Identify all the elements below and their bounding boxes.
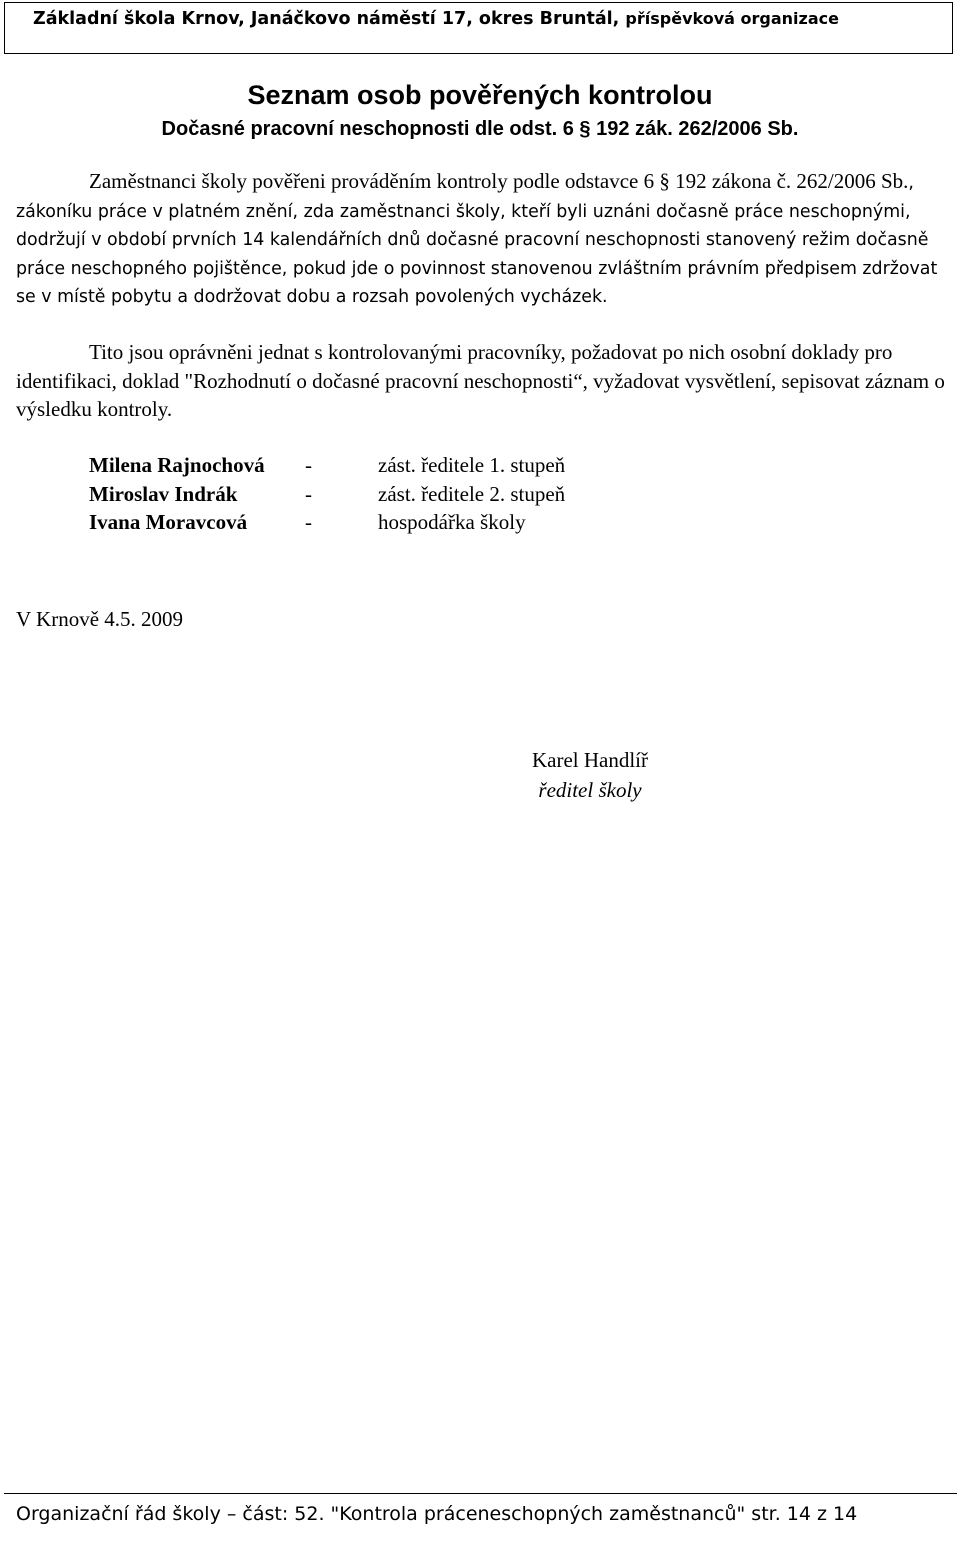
- staff-dash: -: [305, 510, 312, 534]
- staff-dash: -: [305, 453, 312, 477]
- page-footer: [4, 1493, 957, 1560]
- staff-role: zást. ředitele 1. stupeň: [378, 453, 566, 477]
- staff-role: zást. ředitele 2. stupeň: [378, 481, 566, 506]
- document-subtitle: Dočasné pracovní neschopnosti dle odst. 6 § 192 zák. 262/2006 Sb.: [161, 118, 799, 140]
- paragraph-authority: [16, 338, 951, 424]
- paragraph-scope-part1: Zaměstnanci školy pověřeni prováděním kontroly podle odstavce 6 § 192 zákona č. 262/2006 Sb.: [89, 169, 909, 193]
- staff-name: Ivana Moravcová: [89, 510, 248, 534]
- paragraph-scope-part2: , zákoníku práce v platném znění, zda zaměstnanci školy, kteří byli uznáni dočasně práce neschopnými, dodržují v období prvních 14 kalendářních dnů dočasné pracovní neschopnosti stanovený režim dočasně práce neschopného pojištěnce, pokud jde o povinnost stanovenou zvláštním právním předpisem zdržovat se v místě pobytu a dodržovat dobu a rozsah povolených vycházek.: [16, 173, 938, 307]
- header-org-type: příspěvková organizace: [625, 9, 839, 28]
- footer-text: Organizační řád školy – část: 52. "Kontrola práceneschopných zaměstnanců" str. 14 z 14: [16, 1503, 858, 1525]
- staff-name: Milena Rajnochová: [89, 453, 265, 477]
- document-title: Seznam osob pověřených kontrolou: [247, 80, 713, 110]
- staff-dash: -: [305, 481, 312, 506]
- signatory-name: Karel Handlíř: [531, 748, 649, 772]
- staff-name: Miroslav Indrák: [89, 481, 238, 506]
- place-and-date: V Krnově 4.5. 2009: [16, 607, 184, 631]
- page-header: [4, 2, 953, 54]
- signatory-role: ředitel školy: [538, 778, 642, 802]
- header-school-name: Základní škola Krnov, Janáčkovo náměstí 17, okres Bruntál,: [33, 9, 620, 29]
- paragraph-scope: [16, 167, 951, 312]
- staff-role: hospodářka školy: [378, 510, 526, 534]
- paragraph-authority-text: Tito jsou oprávněni jednat s kontrolovanými pracovníky, požadovat po nich osobní doklady pro identifikaci, doklad "Rozhodnutí o dočasné pracovní neschopnosti“, vyžadovat vysvětlení, sepisovat záznam o výsledku kontroly.: [16, 340, 945, 421]
